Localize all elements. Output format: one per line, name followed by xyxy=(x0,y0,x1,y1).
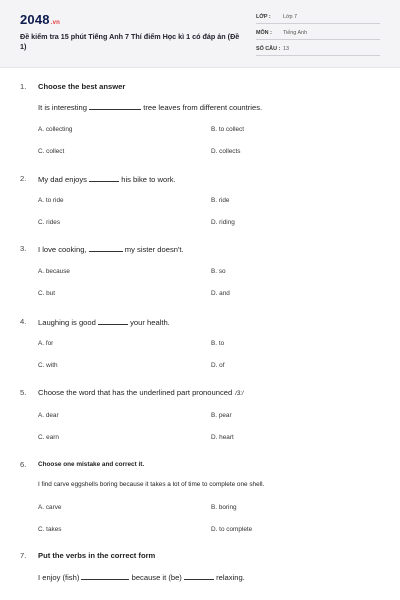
option-a[interactable]: A. to ride xyxy=(38,197,64,204)
option-b[interactable]: B. pear xyxy=(211,412,232,419)
answer-blank[interactable] xyxy=(184,572,214,580)
answer-blank[interactable] xyxy=(89,174,119,182)
meta-key: LỚP : xyxy=(256,14,271,20)
option-c[interactable]: C. earn xyxy=(38,434,59,441)
meta-value: 13 xyxy=(283,46,289,52)
option-b[interactable]: B. boring xyxy=(211,504,237,511)
option-b[interactable]: B. ride xyxy=(211,197,230,204)
option-a[interactable]: A. because xyxy=(38,268,70,275)
question-number: 7. xyxy=(20,551,27,560)
answer-blank[interactable] xyxy=(89,102,141,110)
option-a[interactable]: A. collecting xyxy=(38,126,73,133)
option-b[interactable]: B. to collect xyxy=(211,126,245,133)
sentence-part: because it (be) xyxy=(131,573,182,582)
option-c[interactable]: C. but xyxy=(38,290,56,297)
option-b[interactable]: B. to xyxy=(211,340,225,347)
option-d[interactable]: D. to complete xyxy=(211,526,253,533)
sentence-part: I enjoy (fish) xyxy=(38,573,80,582)
meta-row-count xyxy=(256,42,380,56)
meta-value: Lớp 7 xyxy=(283,14,298,20)
option-c[interactable]: C. with xyxy=(38,362,58,369)
meta-key: MÔN : xyxy=(256,30,272,36)
question-number: 5. xyxy=(20,388,27,397)
question-1-sentence xyxy=(38,102,262,112)
question-number: 3. xyxy=(20,244,27,253)
sentence-part: My dad enjoys xyxy=(38,175,87,184)
question-sentence xyxy=(38,388,244,397)
phonetic-tag: /3:/ xyxy=(235,391,244,397)
sentence-part: tree leaves from different countries. xyxy=(143,103,263,112)
sentence-part: It is interesting xyxy=(38,103,87,112)
option-d[interactable]: D. heart xyxy=(211,434,234,441)
sentence-part: Laughing is good xyxy=(38,318,96,327)
answer-blank[interactable] xyxy=(89,244,123,252)
option-c[interactable]: C. rides xyxy=(38,219,61,226)
sentence-part: my sister doesn't. xyxy=(124,245,184,254)
logo-text: 2048 xyxy=(20,12,50,27)
question-6-sentence: I find carve eggshells boring because it takes a lot of time to complete one shell. xyxy=(38,481,265,488)
question-7-sentence xyxy=(38,572,245,582)
meta-row-class xyxy=(256,10,380,24)
option-d[interactable]: D. of xyxy=(211,362,225,369)
option-a[interactable]: A. dear xyxy=(38,412,59,419)
sentence-part: Choose the word that has the underlined part pronounced xyxy=(38,388,233,397)
sentence-part: his bike to work. xyxy=(121,175,176,184)
question-sentence xyxy=(38,244,184,254)
question-number: 6. xyxy=(20,460,27,469)
option-c[interactable]: C. takes xyxy=(38,526,62,533)
logo-suffix: .vn xyxy=(50,20,61,26)
option-d[interactable]: D. and xyxy=(211,290,230,297)
meta-row-subject xyxy=(256,26,380,40)
question-sentence xyxy=(38,174,176,184)
meta-key: SỐ CÂU : xyxy=(256,46,281,52)
option-a[interactable]: A. carve xyxy=(38,504,62,511)
sentence-part: relaxing. xyxy=(216,573,245,582)
question-number: 2. xyxy=(20,174,27,183)
question-number: 1. xyxy=(20,82,27,91)
question-sentence xyxy=(38,317,170,327)
option-d[interactable]: D. collects xyxy=(211,148,241,155)
option-a[interactable]: A. for xyxy=(38,340,54,347)
option-d[interactable]: D. riding xyxy=(211,219,235,226)
question-number: 4. xyxy=(20,317,27,326)
meta-value: Tiếng Anh xyxy=(283,30,308,36)
answer-blank[interactable] xyxy=(98,317,128,325)
option-b[interactable]: B. so xyxy=(211,268,226,275)
question-title: Choose the best answer xyxy=(38,82,126,91)
question-title: Choose one mistake and correct it. xyxy=(38,461,145,468)
document-title: Đề kiểm tra 15 phút Tiếng Anh 7 Thí điểm Học kì 1 có đáp án (Đề 1) xyxy=(20,32,240,51)
sentence-part: I love cooking, xyxy=(38,245,87,254)
document-header xyxy=(0,0,400,68)
question-title: Put the verbs in the correct form xyxy=(38,551,156,560)
option-c[interactable]: C. collect xyxy=(38,148,65,155)
answer-blank[interactable] xyxy=(81,572,129,580)
site-logo[interactable] xyxy=(20,12,60,27)
sentence-part: your health. xyxy=(130,318,170,327)
